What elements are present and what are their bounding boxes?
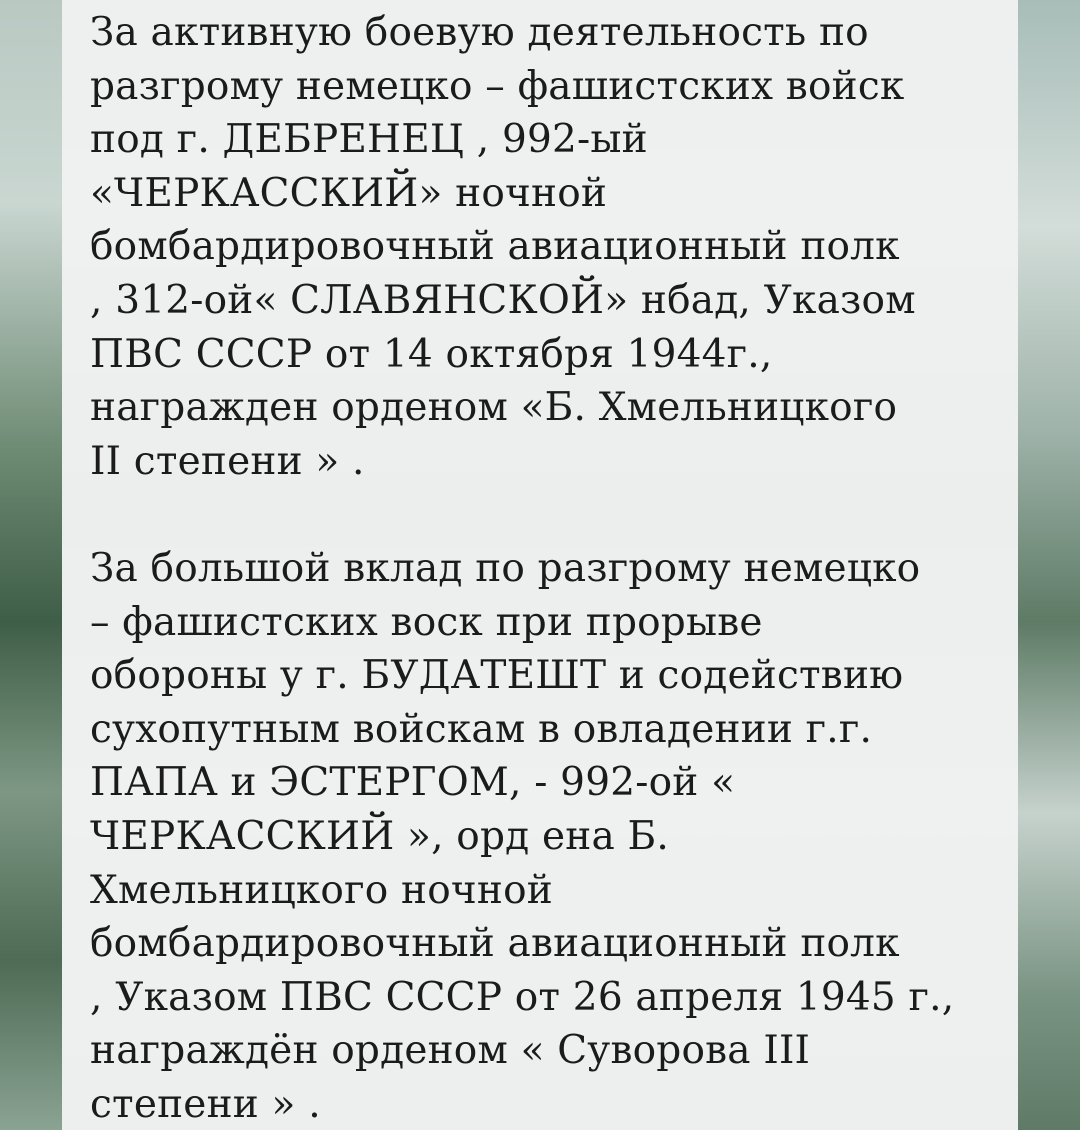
text-line: ПВС СССР от 14 октября 1944г., <box>90 331 773 377</box>
text-line: под г. ДЕБРЕНЕЦ , 992-ый <box>90 117 648 163</box>
text-line: II степени » . <box>90 438 365 484</box>
text-line: награждён орденом « Суворова III <box>90 1028 811 1074</box>
text-line: , 312-ой« СЛАВЯНСКОЙ» нбад, Указом <box>90 277 916 323</box>
paragraph-debrecen-award <box>90 6 1018 488</box>
text-line: За большой вклад по разгрому немецко <box>90 545 921 591</box>
text-line: награжден орденом «Б. Хмельницкого <box>90 385 898 431</box>
text-line: разгрому немецко – фашистских войск <box>90 63 905 109</box>
paragraph-budapest-award <box>90 542 1018 1130</box>
text-line: сухопутным войскам в овладении г.г. <box>90 706 873 752</box>
text-line: За активную боевую деятельность по <box>90 10 869 55</box>
text-line: бомбардировочный авиационный полк <box>90 224 900 270</box>
text-line: Хмельницкого ночной <box>90 867 553 913</box>
text-line: бомбардировочный авиационный полк <box>90 921 900 967</box>
article-text-card[interactable] <box>62 0 1018 1130</box>
background-photo-right <box>1018 0 1080 1130</box>
text-line: , Указом ПВС СССР от 26 апреля 1945 г., <box>90 974 955 1020</box>
text-line: степени » . <box>90 1081 321 1127</box>
background-photo-left <box>0 0 62 1130</box>
text-line: «ЧЕРКАССКИЙ» ночной <box>90 170 608 216</box>
text-line: – фашистских воск при прорыве <box>90 599 763 645</box>
text-line: ПАПА и ЭСТЕРГОМ, - 992-ой « <box>90 760 736 806</box>
text-line: ЧЕРКАССКИЙ », орд ена Б. <box>90 813 669 859</box>
paragraph-gap <box>90 488 1018 542</box>
text-line: обороны у г. БУДАТЕШТ и содействию <box>90 653 904 699</box>
